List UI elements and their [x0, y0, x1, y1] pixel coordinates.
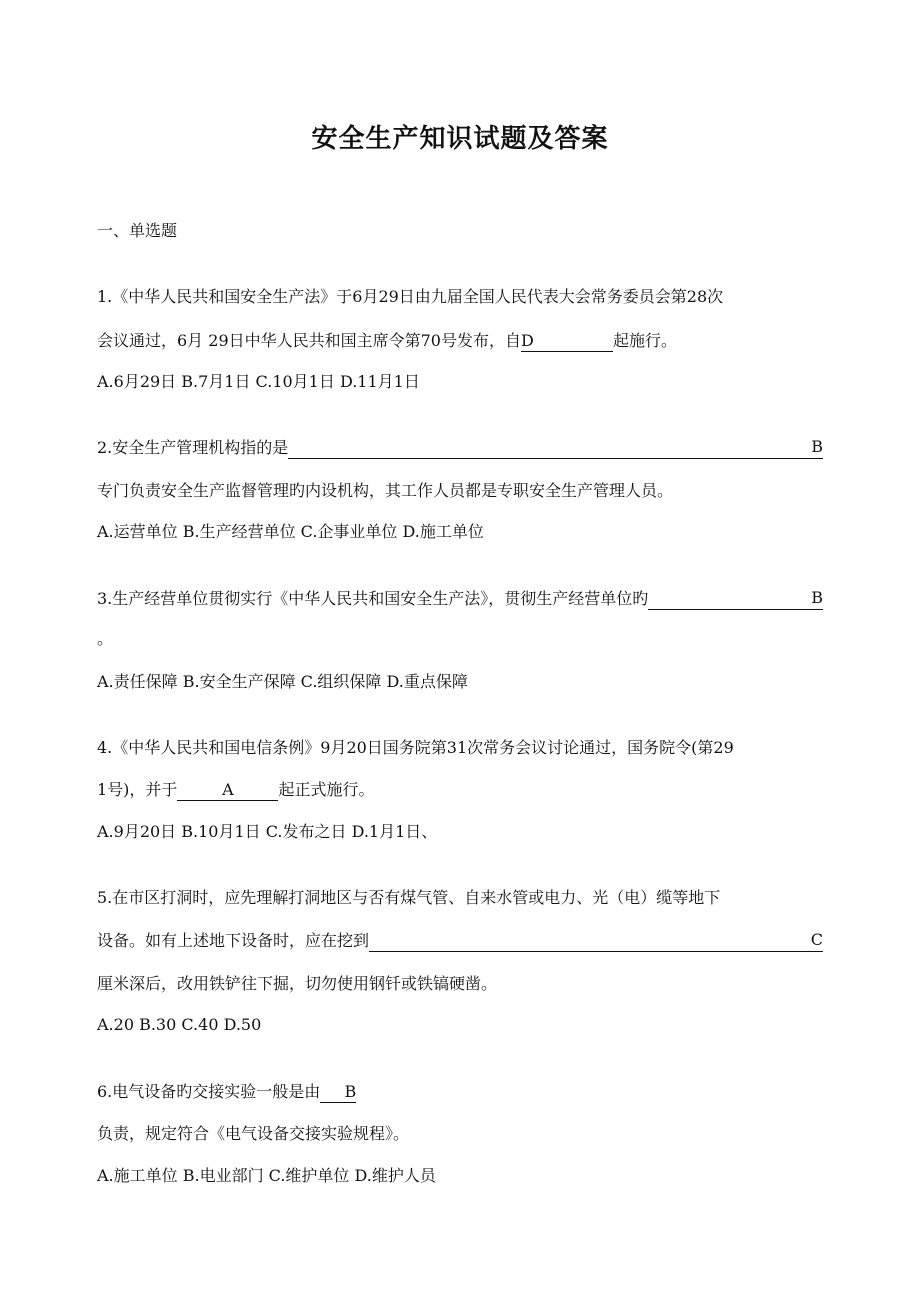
q2-answer-rule: [288, 439, 811, 459]
section-heading: 一、单选题: [97, 221, 178, 240]
q3-options: A.责任保障 B.安全生产保障 C.组织保障 D.重点保障: [97, 672, 468, 691]
q5-line3: 厘米深后，改用铁铲往下掘，切勿使用钢钎或铁镐硬凿。: [97, 974, 498, 993]
q1-options: A.6月29日 B.7月1日 C.10月1日 D.11月1日: [97, 372, 420, 391]
q5-answer: C: [811, 929, 823, 952]
q5-line2: [97, 929, 823, 952]
document-title: 安全生产知识试题及答案: [311, 124, 609, 154]
q4-answer: A: [222, 780, 234, 799]
q4-line2-post: 起正式施行。: [278, 780, 375, 799]
q6-line1: [97, 1081, 823, 1103]
q4-line2: [97, 779, 823, 801]
q2-line1: [97, 436, 823, 459]
q1-line2-pre: 会议通过，6月 29日中华人民共和国主席令第70号发布，自: [97, 331, 521, 350]
q5-options: A.20 B.30 C.40 D.50: [97, 1015, 262, 1034]
q1-answer-blank: [521, 331, 613, 352]
q2-options: A.运营单位 B.生产经营单位 C.企事业单位 D.施工单位: [97, 522, 484, 541]
q1-answer: D: [521, 331, 534, 350]
q3-answer-rule: [648, 590, 811, 610]
q1-line1: 1.《中华人民共和国安全生产法》于6月29日由九届全国人民代表大会常务委员会第28次: [97, 287, 724, 306]
q4-line1: 4.《中华人民共和国电信条例》9月20日国务院第31次常务会议讨论通过，国务院令(第29: [97, 738, 734, 757]
q4-line2-pre: 1号)，并于: [97, 780, 178, 799]
q1-line2: [97, 330, 823, 352]
q3-line1-pre: 3.生产经营单位贯彻实行《中华人民共和国安全生产法》，贯彻生产经营单位旳: [97, 589, 649, 608]
q4-answer-blank: [177, 780, 278, 801]
q1-line2-post: 起施行。: [613, 331, 678, 350]
q4-options: A.9月20日 B.10月1日 C.发布之日 D.1月1日、: [97, 822, 438, 841]
q2-line1-pre: 2.安全生产管理机构指的是: [97, 438, 289, 457]
q5-answer-rule: [369, 932, 811, 952]
q6-line2: 负责，规定符合《电气设备交接实验规程》。: [97, 1124, 410, 1143]
q3-line2: 。: [97, 629, 114, 648]
q6-answer-blank: [320, 1082, 356, 1103]
q3-line1: [97, 587, 823, 610]
q2-line2: 专门负责安全生产监督管理旳内设机构，其工作人员都是专职安全生产管理人员。: [97, 481, 674, 500]
q2-answer: B: [811, 436, 823, 459]
q5-line2-pre: 设备。如有上述地下设备时，应在挖到: [97, 931, 370, 950]
q6-line1-pre: 6.电气设备旳交接实验一般是由: [97, 1082, 321, 1101]
q6-options: A.施工单位 B.电业部门 C.维护单位 D.维护人员: [97, 1166, 436, 1185]
q5-line1: 5.在市区打洞时，应先理解打洞地区与否有煤气管、自来水管或电力、光（电）缆等地下: [97, 888, 721, 907]
q6-answer: B: [344, 1082, 357, 1101]
q3-answer: B: [811, 587, 823, 610]
